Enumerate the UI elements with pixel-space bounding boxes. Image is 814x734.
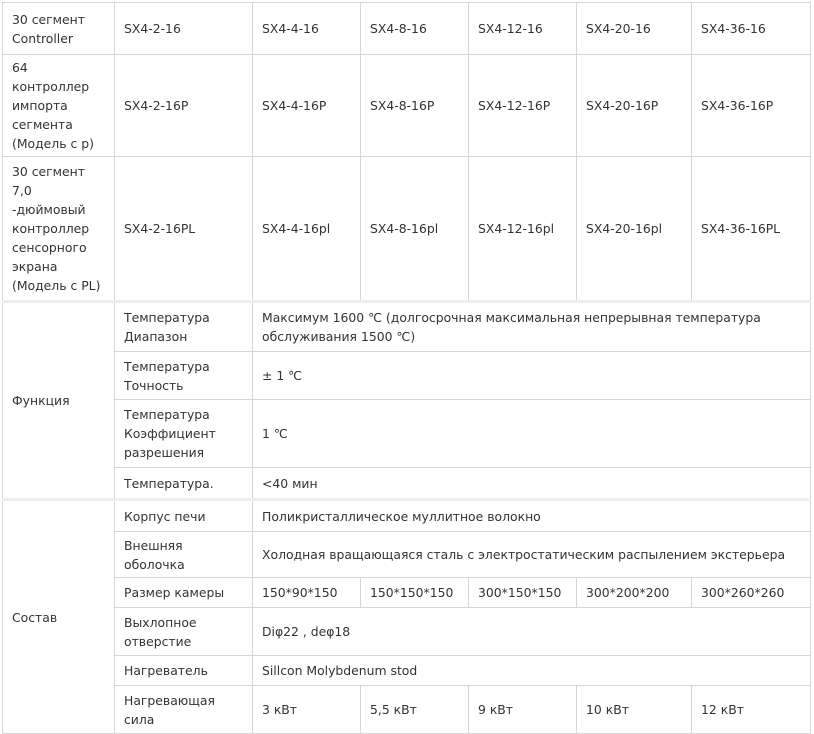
spec-name: Нагреватель (115, 656, 253, 686)
model-cell: SX4-12-16P (469, 55, 577, 157)
specification-table (2, 2, 811, 734)
model-cell: SX4-36-16 (692, 3, 811, 55)
model-row (3, 3, 811, 55)
spec-name: Размер камеры (115, 578, 253, 608)
composition-row (3, 532, 811, 578)
spec-value: ± 1 ℃ (253, 352, 811, 400)
composition-group-label: Состав (3, 500, 115, 734)
chamber-size-cell: 300*260*260 (692, 578, 811, 608)
spec-value: 1 ℃ (253, 400, 811, 468)
composition-row (3, 500, 811, 532)
spec-value: Максимум 1600 ℃ (долгосрочная максимальная непрерывная температура обслуживания 1500 ℃) (253, 302, 811, 352)
model-cell: SX4-4-16P (253, 55, 361, 157)
composition-row (3, 578, 811, 608)
spec-value: Поликристаллическое муллитное волокно (253, 500, 811, 532)
chamber-size-cell: 300*200*200 (577, 578, 692, 608)
model-cell: SX4-20-16pl (577, 157, 692, 302)
function-row (3, 468, 811, 500)
function-group-label: Функция (3, 302, 115, 500)
spec-value: Sillcon Molybdenum stod (253, 656, 811, 686)
model-cell: SX4-2-16P (115, 55, 253, 157)
function-row (3, 352, 811, 400)
spec-name: Внешняя оболочка (115, 532, 253, 578)
model-cell: SX4-2-16 (115, 3, 253, 55)
spec-name: Корпус печи (115, 500, 253, 532)
function-row (3, 400, 811, 468)
model-cell: SX4-20-16 (577, 3, 692, 55)
model-cell: SX4-36-16PL (692, 157, 811, 302)
model-row (3, 157, 811, 302)
heating-power-cell: 3 кВт (253, 686, 361, 734)
chamber-size-cell: 150*90*150 (253, 578, 361, 608)
model-cell: SX4-8-16 (361, 3, 469, 55)
model-row (3, 55, 811, 157)
heating-power-cell: 5,5 кВт (361, 686, 469, 734)
spec-name: Нагревающая сила (115, 686, 253, 734)
model-row-label: 64 контроллер импорта сегмента (Модель с р) (3, 55, 115, 157)
composition-row (3, 656, 811, 686)
model-cell: SX4-8-16P (361, 55, 469, 157)
heating-power-cell: 12 кВт (692, 686, 811, 734)
heating-power-cell: 10 кВт (577, 686, 692, 734)
spec-name: Температура. (115, 468, 253, 500)
model-cell: SX4-2-16PL (115, 157, 253, 302)
heating-power-cell: 9 кВт (469, 686, 577, 734)
chamber-size-cell: 150*150*150 (361, 578, 469, 608)
chamber-size-cell: 300*150*150 (469, 578, 577, 608)
model-cell: SX4-36-16P (692, 55, 811, 157)
function-row (3, 302, 811, 352)
model-row-label: 30 сегмент 7,0 -дюймовый контроллер сенсорного экрана (Модель с PL) (3, 157, 115, 302)
spec-value: Холодная вращающаяся сталь с электростатическим распылением экстерьера (253, 532, 811, 578)
spec-name: Температура Точность (115, 352, 253, 400)
spec-value: Diφ22 , deφ18 (253, 608, 811, 656)
model-cell: SX4-12-16pl (469, 157, 577, 302)
composition-row (3, 686, 811, 734)
model-cell: SX4-20-16P (577, 55, 692, 157)
composition-row (3, 608, 811, 656)
spec-name: Температура Коэффициент разрешения (115, 400, 253, 468)
model-cell: SX4-12-16 (469, 3, 577, 55)
model-cell: SX4-4-16pl (253, 157, 361, 302)
model-cell: SX4-4-16 (253, 3, 361, 55)
spec-name: Температура Диапазон (115, 302, 253, 352)
spec-name: Выхлопное отверстие (115, 608, 253, 656)
model-row-label: 30 сегмент Controller (3, 3, 115, 55)
spec-value: <40 мин (253, 468, 811, 500)
model-cell: SX4-8-16pl (361, 157, 469, 302)
